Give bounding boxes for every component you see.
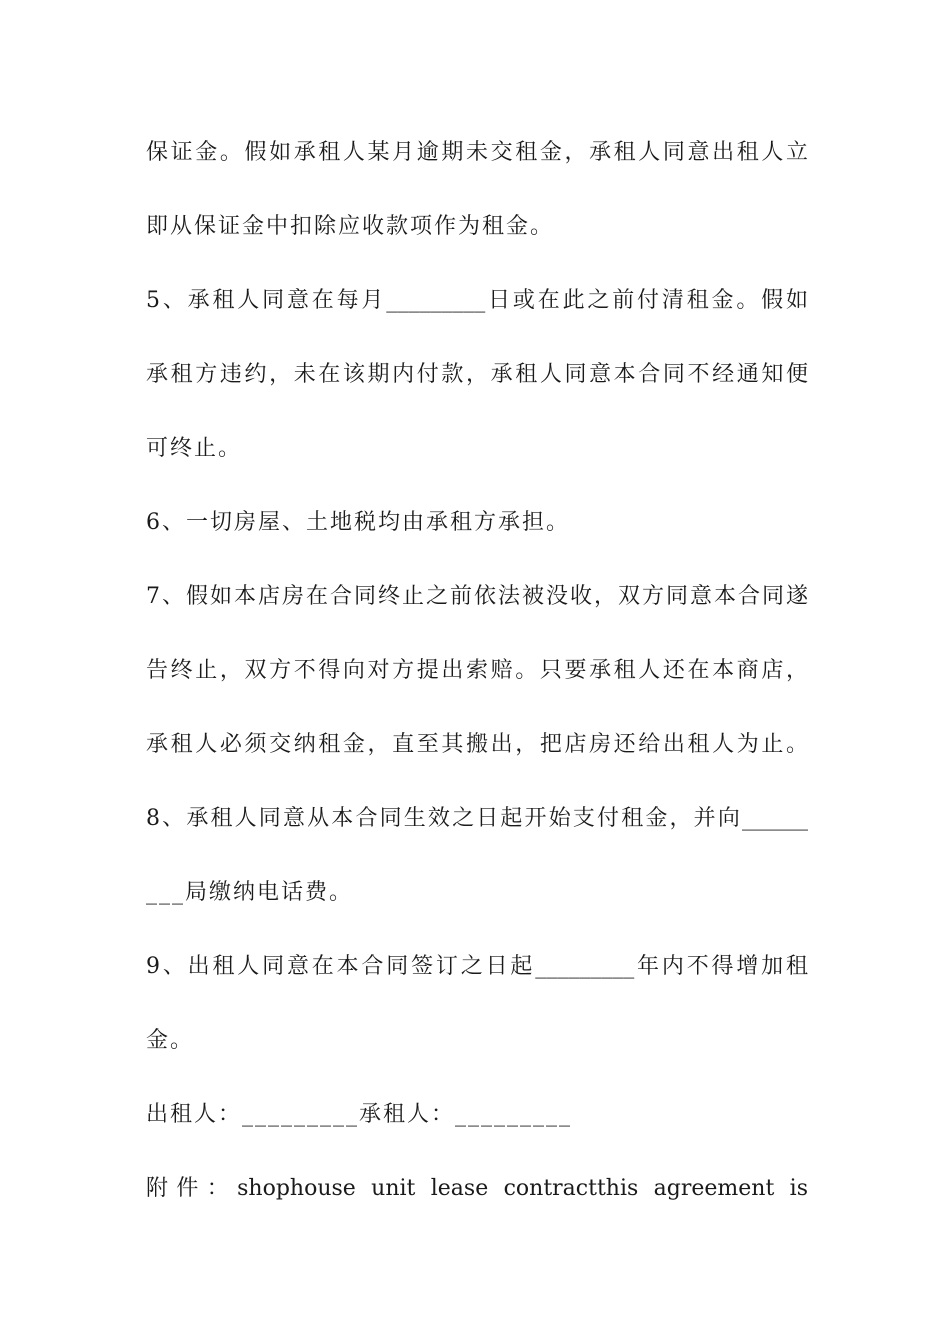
- clause-6-line: 6、一切房屋、土地税均由承租方承担。: [146, 510, 570, 535]
- attachment-line: 附件：shophouse unit lease contractthis agreement is: [146, 1176, 808, 1201]
- paragraph-line: 承租人必须交纳租金，直至其搬出，把店房还给出租人为止。: [146, 732, 808, 757]
- signature-line: 出租人：_________承租人：_________: [146, 1102, 573, 1127]
- paragraph-line: 承租方违约，未在该期内付款，承租人同意本合同不经通知便: [146, 362, 808, 387]
- clause-8-line: 8、承租人同意从本合同生效之日起开始支付租金，并向______: [146, 806, 808, 831]
- paragraph-line: ___局缴纳电话费。: [146, 880, 354, 905]
- paragraph-line: 保证金。假如承租人某月逾期未交租金，承租人同意出租人立: [146, 140, 808, 165]
- clause-5-line: 5、承租人同意在每月_________日或在此之前付清租金。假如: [146, 288, 808, 313]
- clause-9-line: 9、出租人同意在本合同签订之日起_________年内不得增加租: [146, 954, 808, 979]
- paragraph-line: 金。: [146, 1028, 195, 1053]
- paragraph-line: 告终止，双方不得向对方提出索赔。只要承租人还在本商店，: [146, 658, 808, 683]
- paragraph-line: 可终止。: [146, 436, 243, 461]
- paragraph-line: 即从保证金中扣除应收款项作为租金。: [146, 214, 555, 239]
- clause-7-line: 7、假如本店房在合同终止之前依法被没收，双方同意本合同遂: [146, 584, 808, 609]
